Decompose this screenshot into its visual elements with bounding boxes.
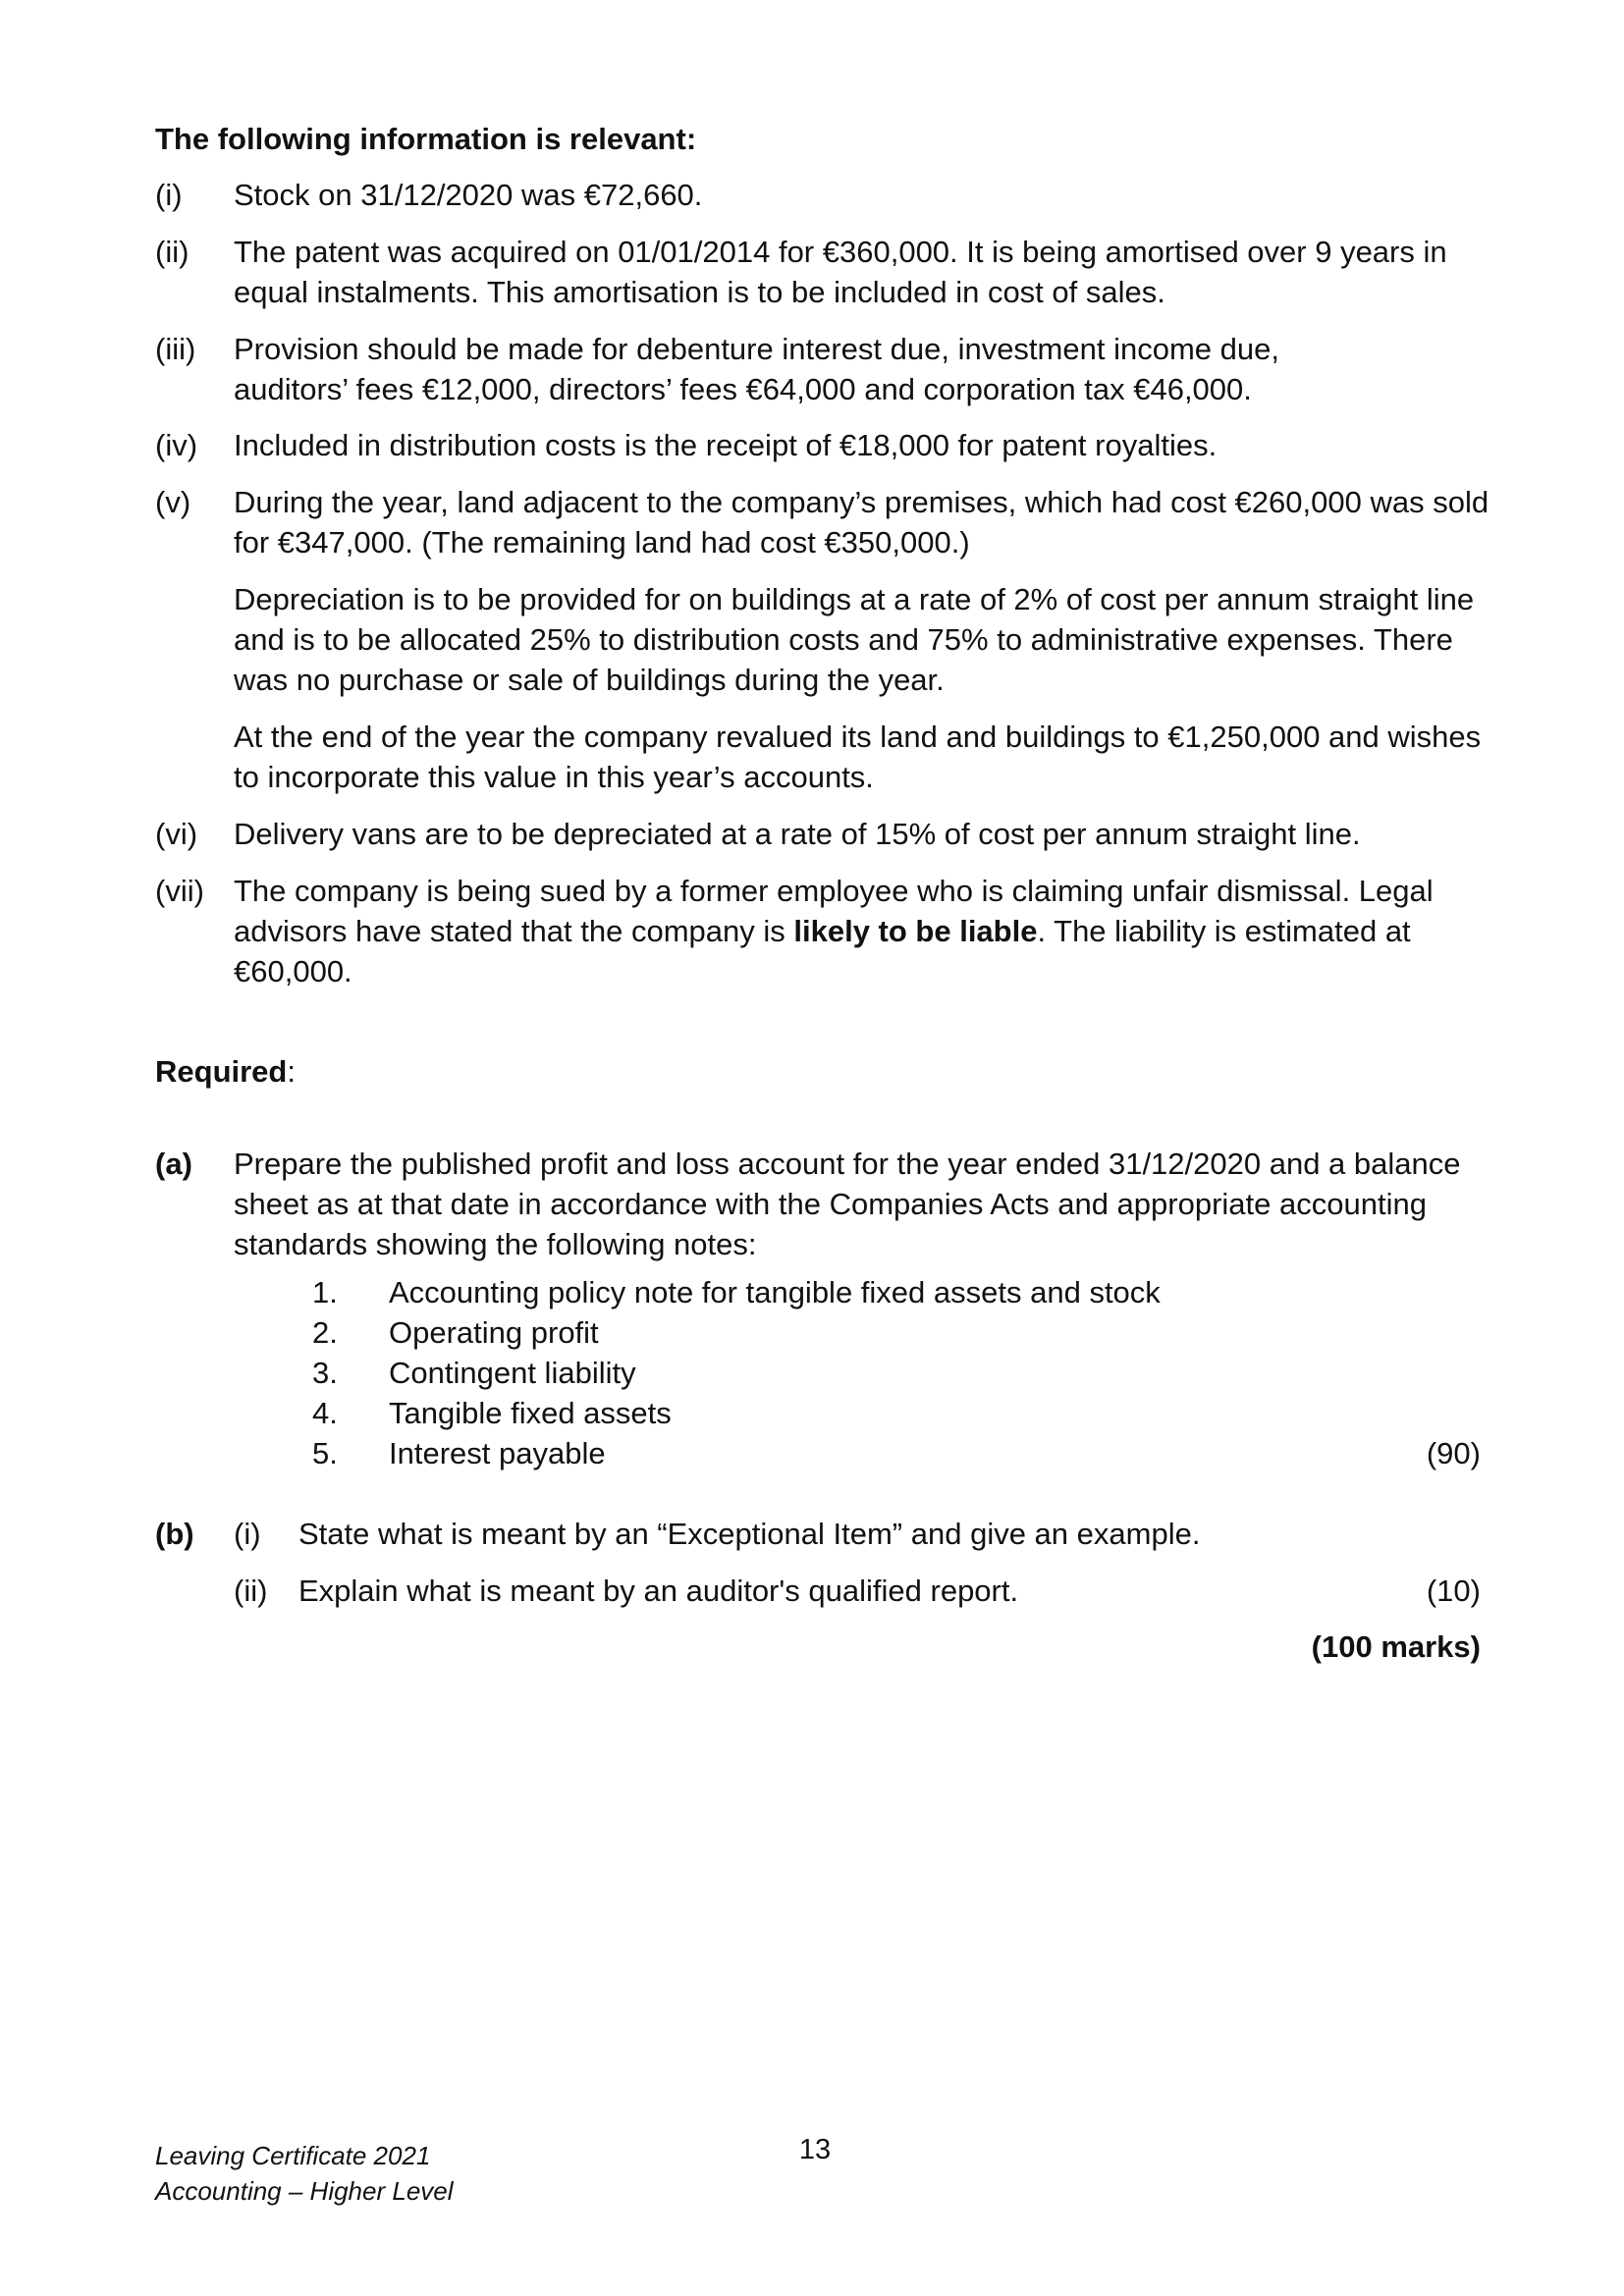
required-heading (155, 1051, 296, 1092)
required-colon: : (287, 1054, 296, 1089)
item-text-line: for €347,000. (The remaining land had cost €350,000.) (234, 525, 970, 560)
item-text-line (234, 911, 1490, 951)
item-number: (vi) (155, 817, 198, 851)
item-number: (i) (155, 178, 183, 212)
item-text-line: At the end of the year the company revalued its land and buildings to €1,250,000 and wishes (234, 720, 1482, 754)
item-number: (v) (155, 485, 191, 519)
sub-part-number: (ii) (234, 1574, 268, 1608)
item-text-line: to incorporate this value in this year’s accounts. (234, 760, 874, 794)
item-number: (vii) (155, 874, 204, 908)
item-text-line: The company is being sued by a former employee who is claiming unfair dismissal. Legal (234, 874, 1434, 908)
sub-part-text: State what is meant by an “Exceptional Item” and give an example. (298, 1517, 1201, 1551)
item-text: Stock on 31/12/2020 was €72,660. (234, 178, 703, 212)
item-text-emphasis: likely to be liable (793, 914, 1038, 948)
item-text-fragment: . The liability is estimated at (1037, 914, 1411, 948)
note-number: 4. (312, 1396, 338, 1430)
item-text-line: was no purchase or sale of buildings during the year. (234, 663, 945, 697)
item-text: Delivery vans are to be depreciated at a rate of 15% of cost per annum straight line. (234, 817, 1361, 851)
item-text-fragment: advisors have stated that the company is (234, 914, 794, 948)
part-label: (b) (155, 1517, 194, 1551)
note-text: Interest payable (389, 1436, 606, 1470)
item-text-line: Provision should be made for debenture interest due, investment income due, (234, 332, 1279, 366)
part-text-line: standards showing the following notes: (234, 1227, 757, 1261)
marks-label: (10) (1426, 1574, 1481, 1608)
part-label: (a) (155, 1147, 192, 1181)
note-number: 2. (312, 1315, 338, 1350)
item-number: (ii) (155, 235, 189, 269)
note-number: 1. (312, 1275, 338, 1309)
page-number: 13 (798, 2134, 832, 2165)
note-text: Tangible fixed assets (389, 1396, 672, 1430)
part-text-line: sheet as at that date in accordance with the Companies Acts and appropriate accounting (234, 1187, 1427, 1221)
footer-line: Accounting – Higher Level (155, 2176, 454, 2206)
part-text-line: Prepare the published profit and loss account for the year ended 31/12/2020 and a balance (234, 1147, 1461, 1181)
sub-part-text: Explain what is meant by an auditor's qualified report. (298, 1574, 1019, 1608)
item-text-line: Depreciation is to be provided for on buildings at a rate of 2% of cost per annum straight line (234, 582, 1475, 616)
required-label: Required (155, 1054, 288, 1089)
item-text-line: During the year, land adjacent to the company’s premises, which had cost €260,000 was sold (234, 485, 1489, 519)
section-heading: The following information is relevant: (155, 122, 697, 156)
item-text-line: equal instalments. This amortisation is to be included in cost of sales. (234, 275, 1165, 309)
item-number: (iii) (155, 332, 196, 366)
note-text: Operating profit (389, 1315, 599, 1350)
footer-line: Leaving Certificate 2021 (155, 2141, 431, 2170)
note-number: 3. (312, 1356, 338, 1390)
note-number: 5. (312, 1436, 338, 1470)
total-marks: (100 marks) (1311, 1629, 1481, 1664)
item-text-line: auditors’ fees €12,000, directors’ fees €64,000 and corporation tax €46,000. (234, 372, 1252, 406)
item-text-line: €60,000. (234, 954, 352, 988)
marks-label: (90) (1426, 1436, 1481, 1470)
item-text-line: and is to be allocated 25% to distribution costs and 75% to administrative expenses. There (234, 622, 1453, 657)
sub-part-number: (i) (234, 1517, 261, 1551)
note-text: Contingent liability (389, 1356, 636, 1390)
item-text-line: The patent was acquired on 01/01/2014 for €360,000. It is being amortised over 9 years in (234, 235, 1447, 269)
note-text: Accounting policy note for tangible fixed assets and stock (389, 1275, 1161, 1309)
item-number: (iv) (155, 428, 198, 462)
item-text: Included in distribution costs is the receipt of €18,000 for patent royalties. (234, 428, 1218, 462)
